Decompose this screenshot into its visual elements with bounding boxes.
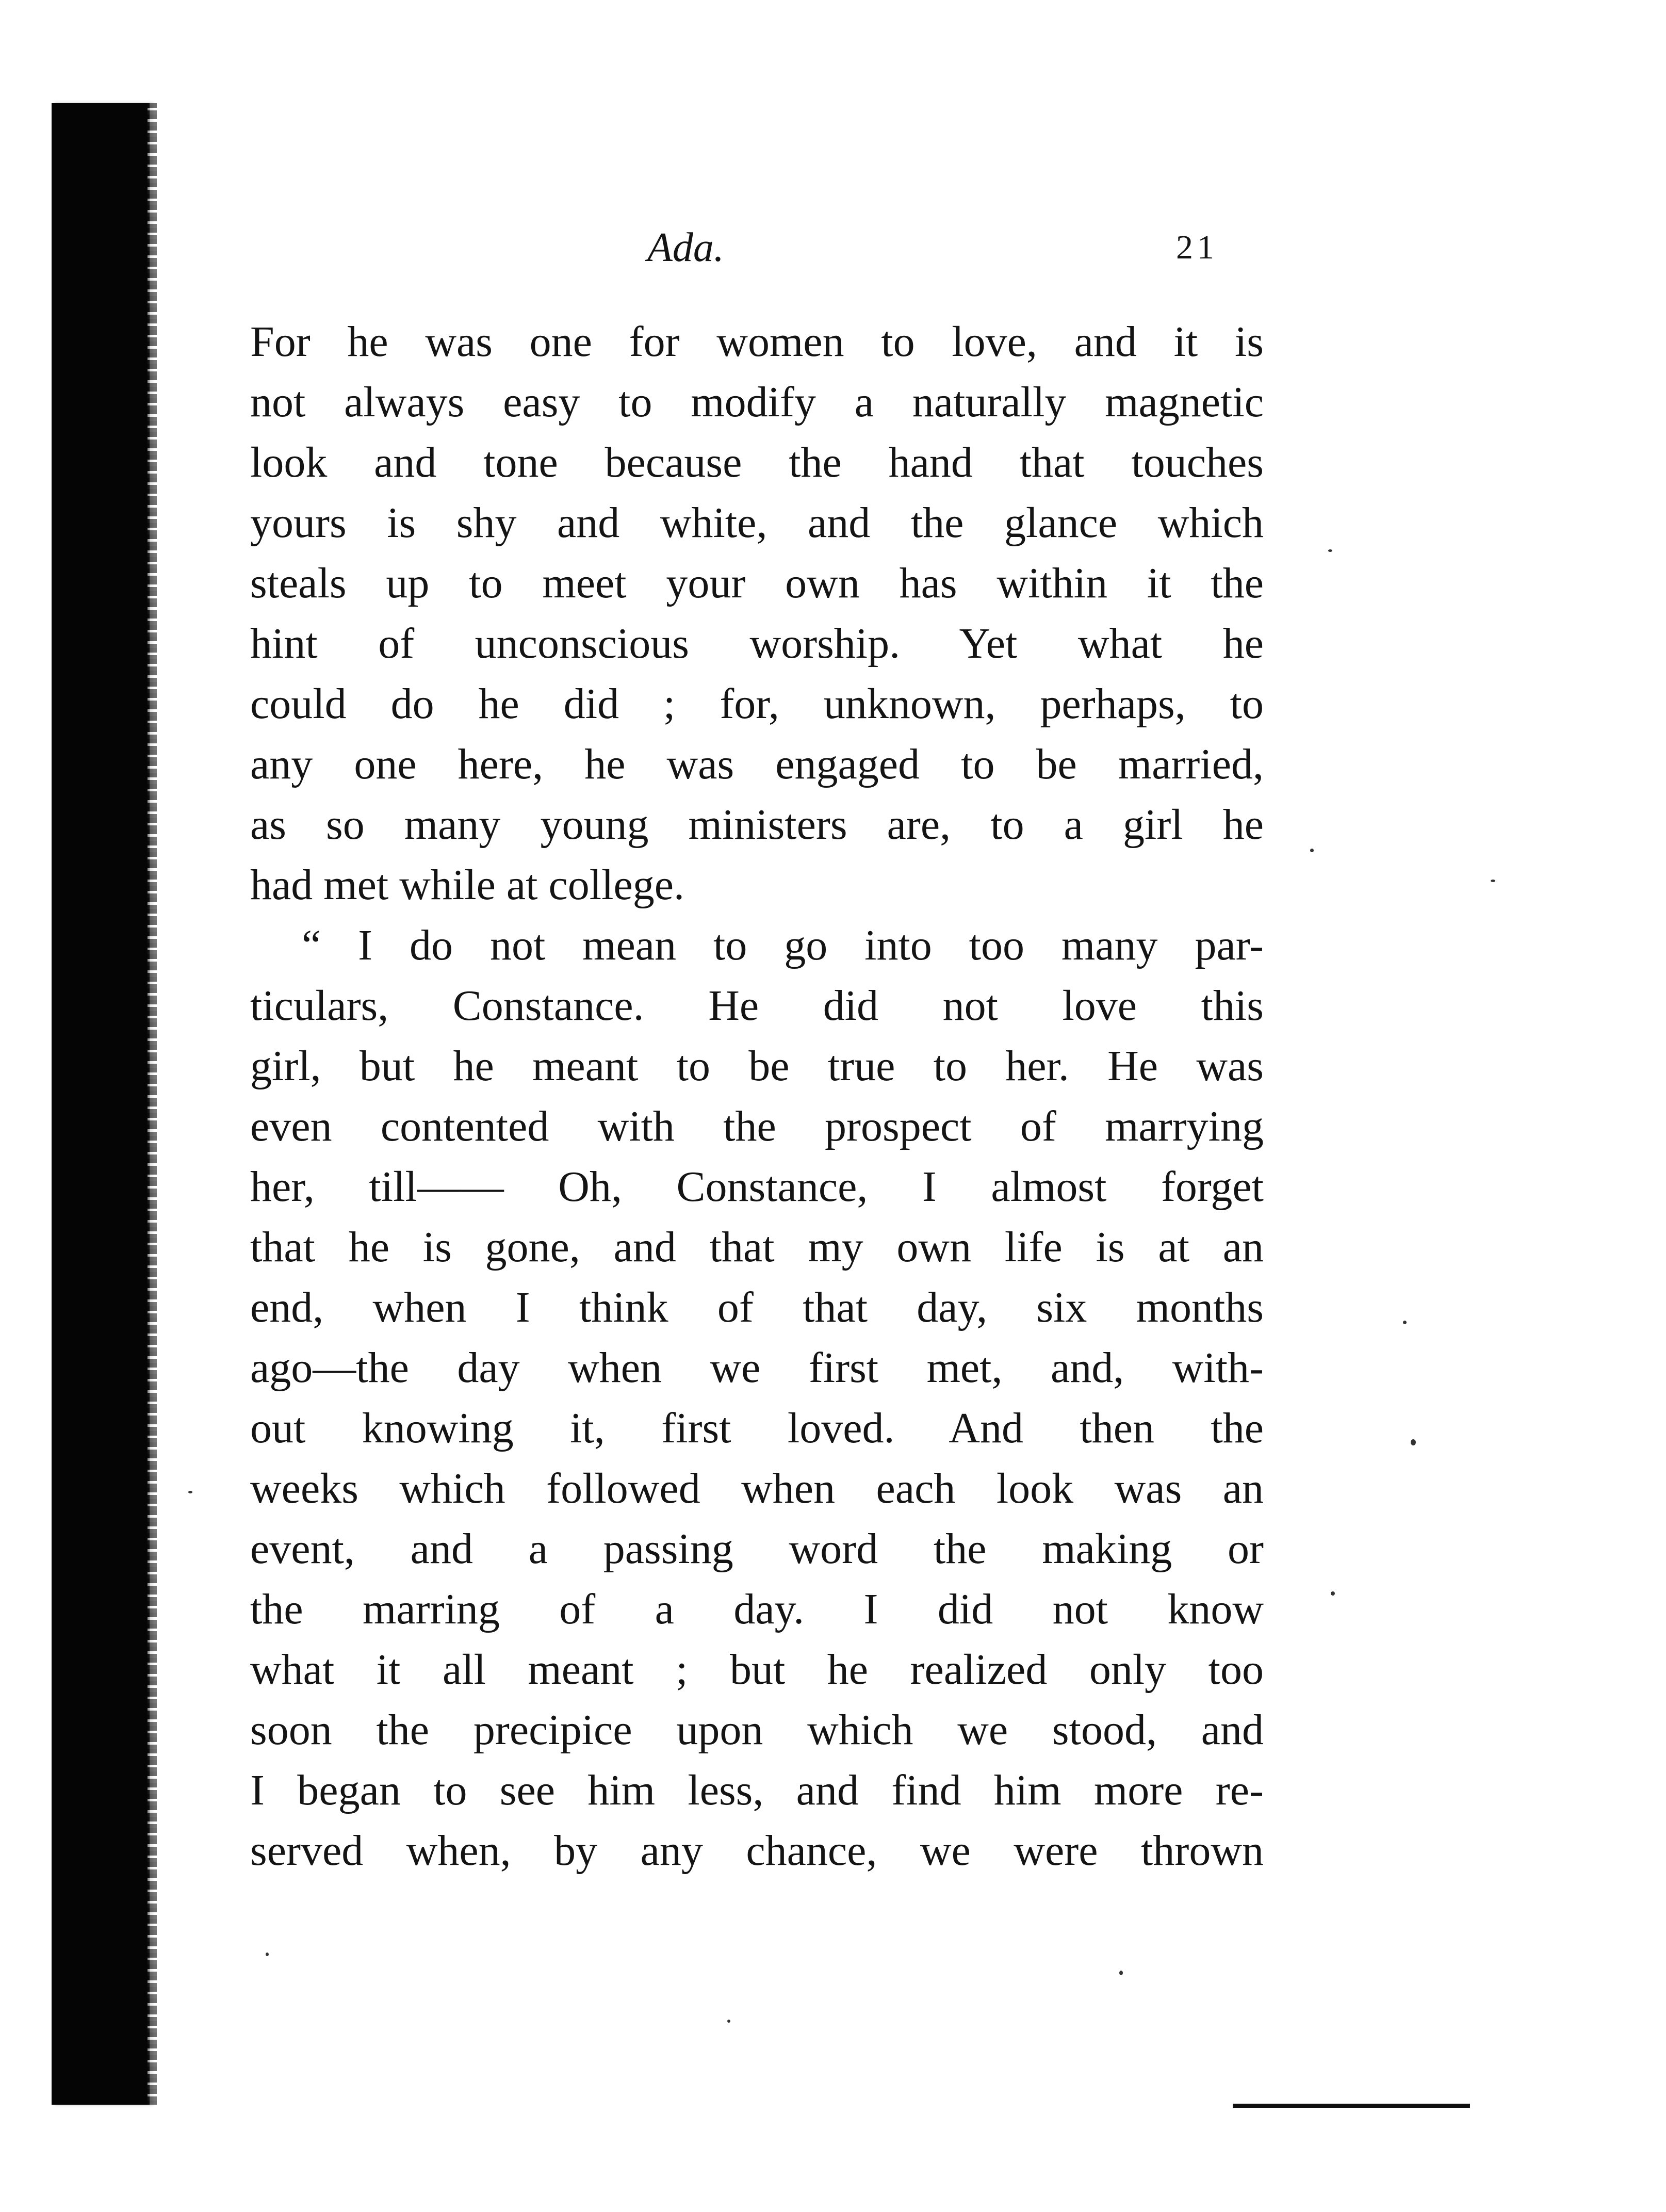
text-line: steals up to meet your own has within it the <box>250 559 1264 607</box>
text-line: look and tone because the hand that touches <box>250 438 1264 486</box>
scan-speck <box>1310 849 1314 852</box>
text-line: her, till—— Oh, Constance, I almost forget <box>250 1163 1264 1211</box>
text-line: soon the precipice upon which we stood, and <box>250 1706 1264 1754</box>
text-line: For he was one for women to love, and it is <box>250 318 1264 366</box>
text-line: end, when I think of that day, six months <box>250 1283 1264 1331</box>
text-line: out knowing it, first loved. And then the <box>250 1404 1264 1452</box>
scan-speck <box>1411 1439 1416 1445</box>
text-line: “ I do not mean to go into too many par- <box>302 921 1264 969</box>
text-line: yours is shy and white, and the glance which <box>250 499 1264 547</box>
scan-speck <box>1491 880 1495 882</box>
scan-speck <box>266 1953 269 1956</box>
text-line: girl, but he meant to be true to her. He was <box>250 1042 1264 1090</box>
text-line: I began to see him less, and find him more re- <box>250 1766 1264 1814</box>
text-line: event, and a passing word the making or <box>250 1525 1264 1573</box>
text-line: ticulars, Constance. He did not love this <box>250 982 1264 1030</box>
scan-speck <box>188 1491 192 1493</box>
text-line: hint of unconscious worship. Yet what he <box>250 620 1264 668</box>
text-line: ago—the day when we first met, and, with- <box>250 1344 1264 1392</box>
text-line: could do he did ; for, unknown, perhaps, to <box>250 680 1264 728</box>
scan-speck <box>1119 1971 1123 1975</box>
text-line: as so many young ministers are, to a girl he <box>250 801 1264 849</box>
scan-speck <box>1331 1591 1335 1596</box>
text-line: any one here, he was engaged to be married, <box>250 740 1264 788</box>
page-number: 21 <box>1176 229 1218 266</box>
text-line: had met while at college. <box>250 861 685 909</box>
text-line: not always easy to modify a naturally magnetic <box>250 378 1264 426</box>
text-line: even contented with the prospect of marrying <box>250 1102 1264 1150</box>
text-line: weeks which followed when each look was an <box>250 1465 1264 1512</box>
text-line: the marring of a day. I did not know <box>250 1585 1264 1633</box>
footer-rule <box>1233 2104 1470 2108</box>
scan-speck <box>1328 549 1332 552</box>
scan-speck <box>1403 1321 1407 1324</box>
text-line: served when, by any chance, we were thrown <box>250 1827 1264 1875</box>
scanned-binding-edge <box>52 103 150 2105</box>
running-title: Ada. <box>647 225 724 270</box>
running-head <box>567 217 1218 279</box>
text-line: what it all meant ; but he realized only too <box>250 1646 1264 1694</box>
body-text <box>250 312 1264 1881</box>
text-line: that he is gone, and that my own life is at an <box>250 1223 1264 1271</box>
scan-speck <box>727 2020 730 2023</box>
